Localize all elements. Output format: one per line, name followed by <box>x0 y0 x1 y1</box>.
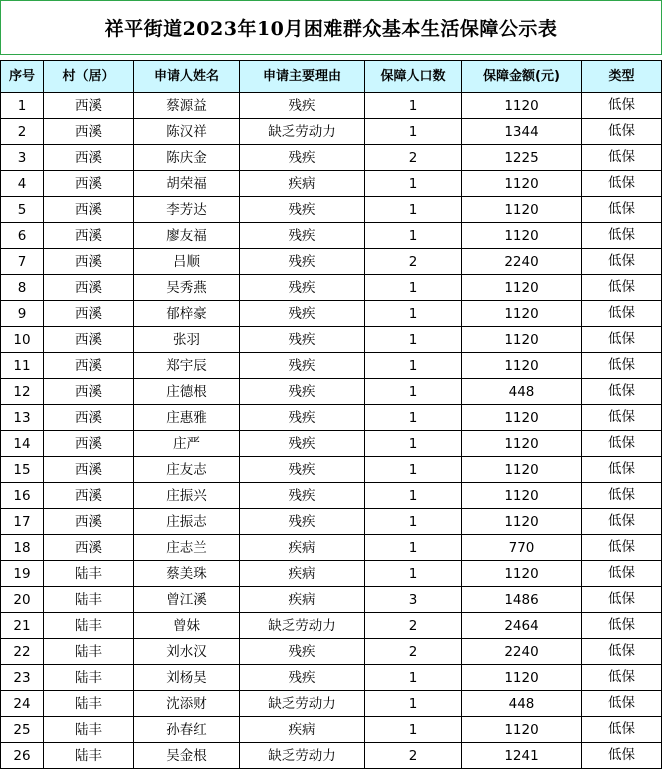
cell-name[interactable]: 郁梓豪 <box>134 301 240 327</box>
table-row <box>1 691 662 717</box>
table-row <box>1 119 662 145</box>
cell-village[interactable]: 西溪 <box>44 145 134 171</box>
cell-index[interactable]: 21 <box>1 613 44 639</box>
cell-index[interactable]: 9 <box>1 301 44 327</box>
cell-type[interactable]: 低保 <box>582 639 662 665</box>
cell-count[interactable]: 3 <box>365 587 462 613</box>
cell-reason[interactable]: 残疾 <box>240 405 365 431</box>
cell-amount[interactable]: 1120 <box>462 327 582 353</box>
cell-amount[interactable]: 1120 <box>462 275 582 301</box>
cell-type[interactable]: 低保 <box>582 483 662 509</box>
cell-name[interactable]: 胡荣福 <box>134 171 240 197</box>
cell-name[interactable]: 庄德根 <box>134 379 240 405</box>
cell-amount[interactable]: 1120 <box>462 223 582 249</box>
cell-type[interactable]: 低保 <box>582 379 662 405</box>
cell-count[interactable]: 1 <box>365 509 462 535</box>
cell-reason[interactable]: 残疾 <box>240 509 365 535</box>
table-body <box>1 93 662 769</box>
cell-name[interactable]: 庄友志 <box>134 457 240 483</box>
cell-name[interactable]: 曾妹 <box>134 613 240 639</box>
cell-count[interactable]: 1 <box>365 483 462 509</box>
cell-name[interactable]: 吴金根 <box>134 743 240 769</box>
cell-index[interactable]: 6 <box>1 223 44 249</box>
cell-index[interactable]: 26 <box>1 743 44 769</box>
cell-name[interactable]: 郑宇辰 <box>134 353 240 379</box>
header-row <box>1 61 662 93</box>
cell-village[interactable]: 陆丰 <box>44 743 134 769</box>
cell-amount[interactable]: 1225 <box>462 145 582 171</box>
cell-village[interactable]: 陆丰 <box>44 613 134 639</box>
cell-amount[interactable]: 1120 <box>462 171 582 197</box>
cell-index[interactable]: 5 <box>1 197 44 223</box>
page-title: 祥平街道2023年10月困难群众基本生活保障公示表 <box>104 18 558 40</box>
cell-index[interactable]: 22 <box>1 639 44 665</box>
cell-reason[interactable]: 残疾 <box>240 353 365 379</box>
cell-amount[interactable]: 1120 <box>462 93 582 119</box>
cell-type[interactable]: 低保 <box>582 535 662 561</box>
cell-village[interactable]: 西溪 <box>44 327 134 353</box>
cell-name[interactable]: 庄严 <box>134 431 240 457</box>
cell-amount[interactable]: 1120 <box>462 665 582 691</box>
data-table <box>0 60 662 769</box>
cell-village[interactable]: 西溪 <box>44 301 134 327</box>
cell-village[interactable]: 西溪 <box>44 171 134 197</box>
cell-type[interactable]: 低保 <box>582 171 662 197</box>
cell-count[interactable]: 1 <box>365 301 462 327</box>
cell-type[interactable]: 低保 <box>582 665 662 691</box>
cell-type[interactable]: 低保 <box>582 327 662 353</box>
cell-village[interactable]: 陆丰 <box>44 665 134 691</box>
cell-index[interactable]: 25 <box>1 717 44 743</box>
cell-type[interactable]: 低保 <box>582 197 662 223</box>
cell-index[interactable]: 23 <box>1 665 44 691</box>
cell-type[interactable]: 低保 <box>582 743 662 769</box>
cell-count[interactable]: 1 <box>365 171 462 197</box>
cell-amount[interactable]: 2240 <box>462 639 582 665</box>
cell-type[interactable]: 低保 <box>582 613 662 639</box>
table-row <box>1 483 662 509</box>
cell-amount[interactable]: 1120 <box>462 509 582 535</box>
cell-index[interactable]: 24 <box>1 691 44 717</box>
cell-type[interactable]: 低保 <box>582 301 662 327</box>
cell-type[interactable]: 低保 <box>582 145 662 171</box>
cell-village[interactable]: 西溪 <box>44 249 134 275</box>
cell-count[interactable]: 1 <box>365 223 462 249</box>
cell-count[interactable]: 1 <box>365 119 462 145</box>
table-row <box>1 379 662 405</box>
cell-reason[interactable]: 残疾 <box>240 249 365 275</box>
cell-index[interactable]: 8 <box>1 275 44 301</box>
table-row <box>1 717 662 743</box>
cell-reason[interactable]: 残疾 <box>240 145 365 171</box>
cell-count[interactable]: 1 <box>365 457 462 483</box>
table-row <box>1 587 662 613</box>
cell-village[interactable]: 西溪 <box>44 379 134 405</box>
cell-amount[interactable]: 448 <box>462 379 582 405</box>
cell-reason[interactable]: 残疾 <box>240 639 365 665</box>
cell-reason[interactable]: 残疾 <box>240 327 365 353</box>
table-row <box>1 301 662 327</box>
cell-count[interactable]: 1 <box>365 665 462 691</box>
cell-type[interactable]: 低保 <box>582 405 662 431</box>
cell-count[interactable]: 1 <box>365 535 462 561</box>
cell-count[interactable]: 1 <box>365 197 462 223</box>
cell-village[interactable]: 陆丰 <box>44 691 134 717</box>
cell-village[interactable]: 西溪 <box>44 509 134 535</box>
cell-index[interactable]: 19 <box>1 561 44 587</box>
cell-amount[interactable]: 1120 <box>462 561 582 587</box>
cell-village[interactable]: 陆丰 <box>44 587 134 613</box>
cell-village[interactable]: 西溪 <box>44 405 134 431</box>
cell-amount[interactable]: 770 <box>462 535 582 561</box>
cell-type[interactable]: 低保 <box>582 119 662 145</box>
cell-amount[interactable]: 1120 <box>462 301 582 327</box>
cell-reason[interactable]: 疾病 <box>240 535 365 561</box>
cell-count[interactable]: 1 <box>365 353 462 379</box>
header-cell-index[interactable]: 序号 <box>1 61 44 93</box>
table-row <box>1 405 662 431</box>
cell-count[interactable]: 1 <box>365 561 462 587</box>
cell-amount[interactable]: 1120 <box>462 717 582 743</box>
cell-name[interactable]: 沈添财 <box>134 691 240 717</box>
cell-count[interactable]: 1 <box>365 93 462 119</box>
cell-reason[interactable]: 疾病 <box>240 561 365 587</box>
cell-index[interactable]: 17 <box>1 509 44 535</box>
cell-village[interactable]: 西溪 <box>44 93 134 119</box>
cell-count[interactable]: 1 <box>365 431 462 457</box>
cell-reason[interactable]: 缺乏劳动力 <box>240 743 365 769</box>
cell-name[interactable]: 刘杨昊 <box>134 665 240 691</box>
cell-count[interactable]: 2 <box>365 743 462 769</box>
cell-type[interactable]: 低保 <box>582 457 662 483</box>
cell-village[interactable]: 西溪 <box>44 223 134 249</box>
cell-index[interactable]: 7 <box>1 249 44 275</box>
cell-count[interactable]: 1 <box>365 691 462 717</box>
header-cell-name[interactable]: 申请人姓名 <box>134 61 240 93</box>
cell-reason[interactable]: 疾病 <box>240 587 365 613</box>
cell-name[interactable]: 庄惠雅 <box>134 405 240 431</box>
table-row <box>1 743 662 769</box>
cell-index[interactable]: 13 <box>1 405 44 431</box>
cell-reason[interactable]: 残疾 <box>240 275 365 301</box>
header-cell-type[interactable]: 类型 <box>582 61 662 93</box>
cell-name[interactable]: 吴秀燕 <box>134 275 240 301</box>
cell-village[interactable]: 陆丰 <box>44 717 134 743</box>
cell-amount[interactable]: 1120 <box>462 483 582 509</box>
cell-type[interactable]: 低保 <box>582 561 662 587</box>
cell-index[interactable]: 11 <box>1 353 44 379</box>
cell-name[interactable]: 蔡美珠 <box>134 561 240 587</box>
cell-amount[interactable]: 1344 <box>462 119 582 145</box>
table-row <box>1 561 662 587</box>
cell-village[interactable]: 西溪 <box>44 483 134 509</box>
cell-village[interactable]: 陆丰 <box>44 639 134 665</box>
cell-type[interactable]: 低保 <box>582 587 662 613</box>
cell-name[interactable]: 吕顺 <box>134 249 240 275</box>
cell-name[interactable]: 庄振志 <box>134 509 240 535</box>
cell-name[interactable]: 庄振兴 <box>134 483 240 509</box>
cell-reason[interactable]: 残疾 <box>240 223 365 249</box>
table-row <box>1 639 662 665</box>
cell-type[interactable]: 低保 <box>582 717 662 743</box>
cell-amount[interactable]: 1120 <box>462 197 582 223</box>
cell-amount[interactable]: 1120 <box>462 457 582 483</box>
table-row <box>1 93 662 119</box>
table-row <box>1 535 662 561</box>
cell-village[interactable]: 西溪 <box>44 457 134 483</box>
cell-reason[interactable]: 残疾 <box>240 93 365 119</box>
cell-count[interactable]: 1 <box>365 405 462 431</box>
cell-type[interactable]: 低保 <box>582 223 662 249</box>
cell-amount[interactable]: 2464 <box>462 613 582 639</box>
cell-reason[interactable]: 缺乏劳动力 <box>240 691 365 717</box>
header-cell-reason[interactable]: 申请主要理由 <box>240 61 365 93</box>
cell-type[interactable]: 低保 <box>582 353 662 379</box>
table-row <box>1 171 662 197</box>
cell-reason[interactable]: 残疾 <box>240 431 365 457</box>
cell-index[interactable]: 20 <box>1 587 44 613</box>
cell-name[interactable]: 张羽 <box>134 327 240 353</box>
cell-reason[interactable]: 缺乏劳动力 <box>240 613 365 639</box>
cell-name[interactable]: 孙春红 <box>134 717 240 743</box>
cell-reason[interactable]: 残疾 <box>240 483 365 509</box>
title-cell[interactable] <box>0 0 662 55</box>
table-row <box>1 197 662 223</box>
cell-reason[interactable]: 残疾 <box>240 665 365 691</box>
cell-name[interactable]: 陈庆金 <box>134 145 240 171</box>
table-row <box>1 457 662 483</box>
cell-amount[interactable]: 1120 <box>462 431 582 457</box>
cell-type[interactable]: 低保 <box>582 93 662 119</box>
cell-index[interactable]: 2 <box>1 119 44 145</box>
cell-count[interactable]: 2 <box>365 639 462 665</box>
cell-amount[interactable]: 1120 <box>462 353 582 379</box>
table-row <box>1 665 662 691</box>
cell-name[interactable]: 李芳达 <box>134 197 240 223</box>
cell-name[interactable]: 刘水汉 <box>134 639 240 665</box>
cell-name[interactable]: 庄志兰 <box>134 535 240 561</box>
cell-reason[interactable]: 残疾 <box>240 379 365 405</box>
cell-amount[interactable]: 1241 <box>462 743 582 769</box>
cell-type[interactable]: 低保 <box>582 431 662 457</box>
cell-count[interactable]: 2 <box>365 249 462 275</box>
table-row <box>1 249 662 275</box>
cell-type[interactable]: 低保 <box>582 509 662 535</box>
cell-village[interactable]: 西溪 <box>44 275 134 301</box>
cell-index[interactable]: 18 <box>1 535 44 561</box>
cell-index[interactable]: 16 <box>1 483 44 509</box>
cell-name[interactable]: 曾江溪 <box>134 587 240 613</box>
cell-village[interactable]: 西溪 <box>44 535 134 561</box>
cell-name[interactable]: 廖友福 <box>134 223 240 249</box>
table-row <box>1 275 662 301</box>
table-row <box>1 509 662 535</box>
cell-reason[interactable]: 疾病 <box>240 717 365 743</box>
cell-amount[interactable]: 1486 <box>462 587 582 613</box>
cell-name[interactable]: 蔡源益 <box>134 93 240 119</box>
cell-amount[interactable]: 2240 <box>462 249 582 275</box>
cell-village[interactable]: 西溪 <box>44 197 134 223</box>
cell-index[interactable]: 15 <box>1 457 44 483</box>
cell-count[interactable]: 1 <box>365 717 462 743</box>
cell-village[interactable]: 西溪 <box>44 353 134 379</box>
cell-count[interactable]: 2 <box>365 145 462 171</box>
cell-reason[interactable]: 残疾 <box>240 197 365 223</box>
cell-reason[interactable]: 残疾 <box>240 457 365 483</box>
cell-type[interactable]: 低保 <box>582 249 662 275</box>
cell-index[interactable]: 1 <box>1 93 44 119</box>
cell-type[interactable]: 低保 <box>582 691 662 717</box>
cell-count[interactable]: 1 <box>365 379 462 405</box>
cell-count[interactable]: 2 <box>365 613 462 639</box>
cell-index[interactable]: 3 <box>1 145 44 171</box>
cell-village[interactable]: 西溪 <box>44 431 134 457</box>
cell-index[interactable]: 4 <box>1 171 44 197</box>
cell-reason[interactable]: 残疾 <box>240 301 365 327</box>
table-row <box>1 431 662 457</box>
header-cell-village[interactable]: 村（居） <box>44 61 134 93</box>
cell-index[interactable]: 10 <box>1 327 44 353</box>
cell-index[interactable]: 14 <box>1 431 44 457</box>
cell-count[interactable]: 1 <box>365 327 462 353</box>
table-row <box>1 145 662 171</box>
cell-amount[interactable]: 448 <box>462 691 582 717</box>
table-row <box>1 353 662 379</box>
cell-village[interactable]: 西溪 <box>44 119 134 145</box>
header-cell-amount[interactable]: 保障金额(元) <box>462 61 582 93</box>
cell-index[interactable]: 12 <box>1 379 44 405</box>
cell-reason[interactable]: 缺乏劳动力 <box>240 119 365 145</box>
table-row <box>1 327 662 353</box>
header-cell-count[interactable]: 保障人口数 <box>365 61 462 93</box>
cell-name[interactable]: 陈汉祥 <box>134 119 240 145</box>
cell-reason[interactable]: 疾病 <box>240 171 365 197</box>
cell-village[interactable]: 陆丰 <box>44 561 134 587</box>
cell-amount[interactable]: 1120 <box>462 405 582 431</box>
cell-count[interactable]: 1 <box>365 275 462 301</box>
table-row <box>1 223 662 249</box>
table-row <box>1 613 662 639</box>
cell-type[interactable]: 低保 <box>582 275 662 301</box>
